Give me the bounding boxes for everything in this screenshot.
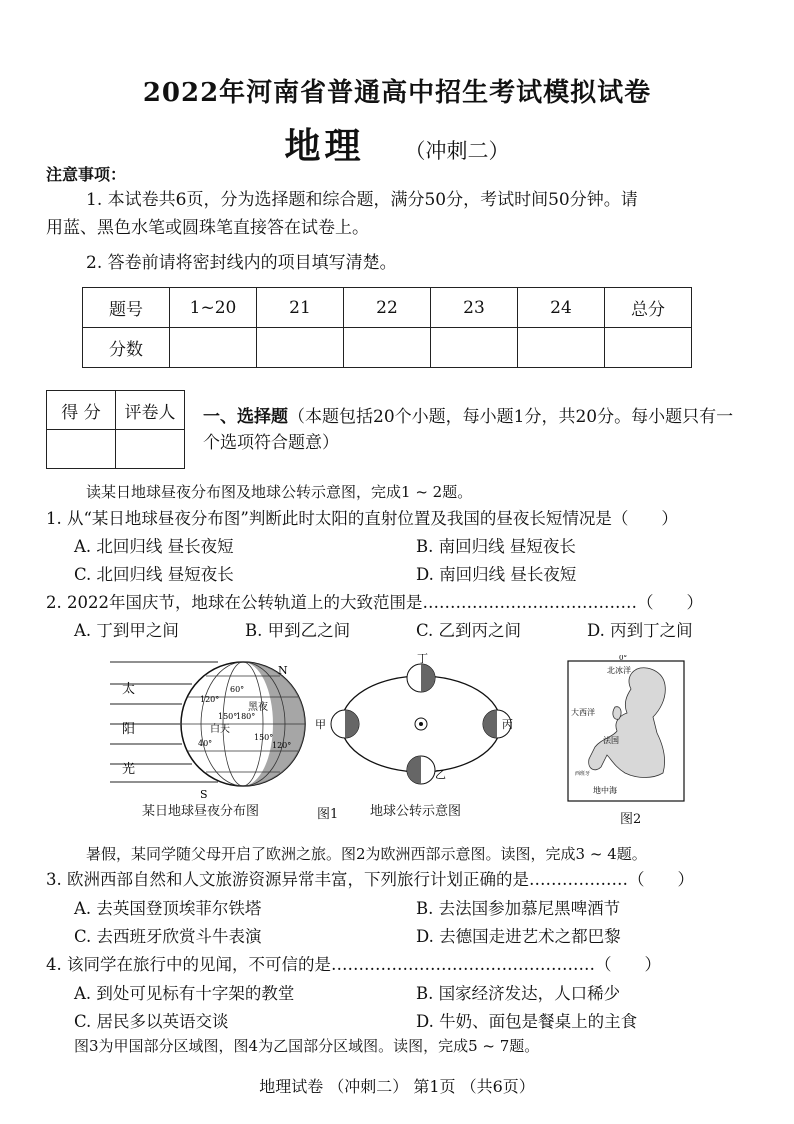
grader-score-cell[interactable] [47, 430, 116, 469]
q2-option-a[interactable]: A. 丁到甲之间 [74, 621, 179, 640]
score-cell[interactable] [170, 328, 257, 368]
british-isles [613, 707, 621, 720]
orbit-figure [315, 652, 515, 792]
note-item-1-line2: 用蓝、黑色水笔或圆珠笔直接答在试卷上。 [46, 218, 369, 238]
orbit-label-jia: 甲 [315, 718, 326, 731]
intro-q5-7: 图3为甲国部分区域图，图4为乙国部分区域图。读图，完成5 ~ 7题。 [74, 1037, 540, 1055]
intro-q3-4: 暑假，某同学随父母开启了欧洲之旅。图2为欧洲西部示意图。读图，完成3 ~ 4题。 [86, 845, 647, 863]
night-label: 黑夜 [248, 702, 268, 713]
q2-option-d[interactable]: D. 丙到丁之间 [587, 621, 693, 640]
lon-label: 120° [200, 695, 220, 704]
question-3-stem: 3. 欧洲西部自然和人文旅游资源异常丰富，下列旅行计划正确的是………………（ ） [46, 870, 694, 889]
orbit-label-yi: 乙 [435, 768, 446, 781]
q4-option-c[interactable]: C. 居民多以英语交谈 [74, 1012, 229, 1031]
score-header-cell: 1~20 [170, 288, 257, 328]
map-label-arctic: 北冰洋 [607, 666, 631, 675]
earth-yi [407, 756, 435, 784]
score-cell[interactable] [431, 328, 518, 368]
earth-jia [331, 710, 359, 738]
score-header-cell: 总分 [605, 288, 692, 328]
score-header-cell: 题号 [83, 288, 170, 328]
score-table [82, 287, 692, 368]
subject-name: 地理 [284, 125, 365, 167]
score-header-row [83, 288, 692, 328]
score-row-label: 分数 [83, 328, 170, 368]
q1-option-d[interactable]: D. 南回归线 昼长夜短 [416, 565, 577, 584]
q3-option-a[interactable]: A. 去英国登顶埃菲尔铁塔 [74, 899, 262, 918]
sun-char-2: 阳 [122, 722, 136, 737]
exam-title: 2022年河南省普通高中招生考试模拟试卷 [142, 78, 652, 108]
q4-option-b[interactable]: B. 国家经济发达，人口稀少 [416, 984, 621, 1003]
score-header-cell: 21 [257, 288, 344, 328]
sun-char-3: 光 [122, 762, 136, 777]
figure-2-label: 图2 [620, 812, 642, 827]
q1-option-b[interactable]: B. 南回归线 昼短夜长 [416, 537, 576, 556]
day-label: 白天 [210, 724, 230, 735]
map-lon-0: 0° [619, 655, 627, 662]
q3-option-b[interactable]: B. 去法国参加慕尼黑啤酒节 [416, 899, 621, 918]
orbit-label-bing: 丙 [502, 718, 513, 731]
q3-option-c[interactable]: C. 去西班牙欣赏斗牛表演 [74, 927, 262, 946]
grader-name-cell[interactable] [116, 430, 185, 469]
score-cell[interactable] [257, 328, 344, 368]
lon-label: 180° [236, 712, 256, 721]
question-4-stem: 4. 该同学在旅行中的见闻，不可信的是…………………………………………（ ） [46, 955, 661, 974]
q4-option-d[interactable]: D. 牛奶、面包是餐桌上的主食 [416, 1012, 638, 1031]
q1-option-a[interactable]: A. 北回归线 昼长夜短 [74, 537, 234, 556]
q1-option-c[interactable]: C. 北回归线 昼短夜长 [74, 565, 234, 584]
section-1-title: 一、选择题 [203, 407, 288, 427]
section-1-desc: （本题包括20个小题，每小题1分，共20分。每小题只有一 [288, 407, 734, 427]
grader-name-header: 评卷人 [116, 391, 185, 430]
note-item-2: 2. 答卷前请将密封线内的项目填写清楚。 [86, 253, 397, 273]
q2-option-b[interactable]: B. 甲到乙之间 [245, 621, 351, 640]
sun-icon [415, 718, 427, 730]
score-header-cell: 23 [431, 288, 518, 328]
section-1-desc-line2: 个选项符合题意） [203, 433, 339, 453]
lon-label: 150° [254, 733, 274, 742]
north-label: N [278, 664, 288, 677]
lat-label: 60° [230, 685, 245, 694]
section-1-header [203, 404, 733, 431]
map-label-spain: 西班牙 [575, 771, 591, 777]
edition-label: （冲刺二） [404, 139, 510, 163]
page-footer: 地理试卷 （冲刺二） 第1页 （共6页） [259, 1077, 535, 1096]
europe-map-figure [567, 655, 685, 803]
day-night-figure [108, 652, 308, 802]
earth-ding [407, 664, 435, 692]
question-2-stem: 2. 2022年国庆节，地球在公转轨道上的大致范围是…………………………………（ ） [46, 593, 703, 612]
note-item-1-line1: 1. 本试卷共6页，分为选择题和综合题，满分50分，考试时间50分钟。请 [86, 190, 638, 210]
grader-score-header: 得 分 [47, 391, 116, 430]
score-cell[interactable] [344, 328, 431, 368]
score-header-cell: 22 [344, 288, 431, 328]
map-label-med: 地中海 [593, 786, 617, 795]
grader-table [46, 390, 185, 469]
lon-label: 120° [272, 741, 292, 750]
question-1-stem: 1. 从“某日地球昼夜分布图”判断此时太阳的直射位置及我国的昼夜长短情况是（ ） [46, 509, 678, 528]
q3-option-d[interactable]: D. 去德国走进艺术之都巴黎 [416, 927, 621, 946]
q4-option-a[interactable]: A. 到处可见标有十字架的教堂 [74, 984, 295, 1003]
q2-option-c[interactable]: C. 乙到丙之间 [416, 621, 522, 640]
score-cell[interactable] [605, 328, 692, 368]
sun-char-1: 太 [122, 682, 136, 697]
score-header-cell: 24 [518, 288, 605, 328]
map-label-france: 法国 [603, 736, 619, 745]
figure-1-label: 图1 [317, 807, 339, 822]
lon-label: 150° [218, 712, 238, 721]
intro-q1-2: 读某日地球昼夜分布图及地球公转示意图，完成1 ~ 2题。 [86, 483, 473, 501]
lat-label: 40° [198, 739, 213, 748]
south-label: S [200, 788, 208, 801]
figure-caption-day-night: 某日地球昼夜分布图 [142, 804, 260, 819]
score-value-row [83, 328, 692, 368]
figure-caption-orbit: 地球公转示意图 [370, 804, 462, 819]
map-label-atlantic: 大西洋 [571, 708, 595, 717]
notes-heading: 注意事项： [46, 165, 127, 184]
score-cell[interactable] [518, 328, 605, 368]
orbit-label-ding: 丁 [417, 652, 428, 665]
